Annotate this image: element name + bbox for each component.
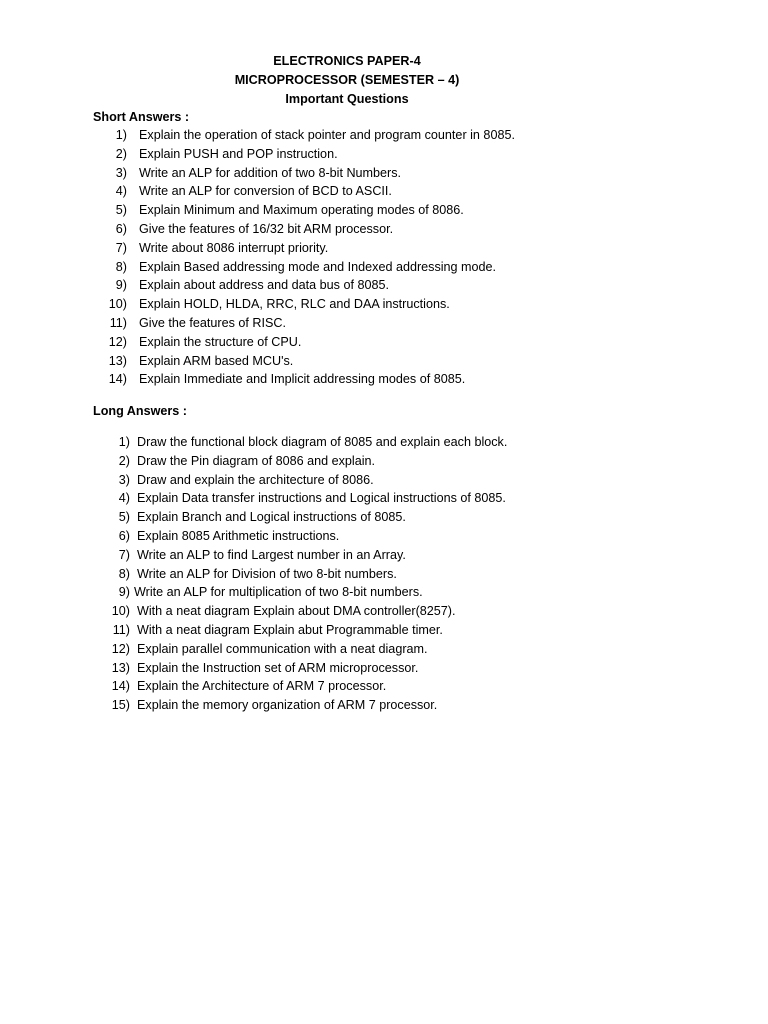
document-caption: Important Questions [285, 92, 409, 106]
item-text: Explain ARM based MCU's. [139, 353, 294, 368]
item-number: 6) [118, 528, 130, 543]
item-number: 7) [118, 547, 130, 562]
item-text: Explain Data transfer instructions and Logical instructions of 8085. [137, 491, 506, 506]
document-title: ELECTRONICS PAPER-4 [273, 54, 421, 68]
item-text: Explain PUSH and POP instruction. [139, 146, 338, 161]
item-text: Draw and explain the architecture of 8086. [137, 472, 374, 487]
item-number: 5) [118, 510, 130, 525]
item-number: 3) [118, 472, 130, 487]
long-answers-heading: Long Answers : [93, 404, 187, 418]
item-text: Explain Minimum and Maximum operating modes of 8086. [139, 203, 464, 218]
item-number: 4) [118, 491, 130, 506]
item-number: 7) [115, 240, 127, 255]
item-number: 12) [111, 641, 130, 656]
item-text: With a neat diagram Explain about DMA controller(8257). [137, 604, 456, 619]
item-text: Explain the Instruction set of ARM microprocessor. [137, 660, 419, 675]
item-text: Explain the structure of CPU. [139, 334, 302, 349]
item-number: 9) [118, 585, 130, 600]
item-text: Explain Based addressing mode and Indexed addressing mode. [139, 259, 497, 274]
item-number: 10) [111, 604, 130, 619]
item-number: 5) [115, 203, 127, 218]
item-text: Explain parallel communication with a neat diagram. [137, 641, 428, 656]
item-text: With a neat diagram Explain abut Programmable timer. [137, 622, 443, 637]
item-text: Explain 8085 Arithmetic instructions. [137, 528, 340, 543]
item-number: 2) [115, 146, 127, 161]
item-text: Draw the Pin diagram of 8086 and explain. [137, 453, 376, 468]
item-text: Write an ALP for conversion of BCD to ASCII. [139, 184, 392, 199]
item-text: Explain the operation of stack pointer and program counter in 8085. [139, 128, 515, 142]
item-number: 10) [108, 297, 127, 312]
short-answers-heading: Short Answers : [93, 110, 190, 124]
item-number: 13) [108, 353, 127, 368]
item-number: 8) [115, 259, 127, 274]
document-subtitle: MICROPROCESSOR (SEMESTER – 4) [234, 73, 460, 87]
item-text: Write an ALP for Division of two 8-bit numbers. [137, 566, 397, 581]
item-text: Explain the memory organization of ARM 7 processor. [137, 698, 438, 713]
item-text: Explain Branch and Logical instructions of 8085. [137, 510, 406, 525]
item-number: 1) [118, 435, 130, 449]
item-text: Give the features of 16/32 bit ARM processor. [139, 221, 394, 236]
item-number: 9) [115, 278, 127, 293]
item-number: 15) [111, 698, 130, 713]
item-number: 8) [118, 566, 130, 581]
item-text: Draw the functional block diagram of 8085 and explain each block. [137, 435, 508, 449]
item-text: Write an ALP for addition of two 8-bit Numbers. [139, 165, 402, 180]
item-text: Write an ALP to find Largest number in an Array. [137, 547, 406, 562]
item-number: 14) [108, 372, 127, 387]
item-number: 13) [111, 660, 130, 675]
item-number: 4) [115, 184, 127, 199]
item-number: 1) [115, 128, 127, 142]
item-number: 11) [112, 622, 130, 637]
item-number: 2) [118, 453, 130, 468]
item-number: 12) [108, 334, 127, 349]
item-text: Write about 8086 interrupt priority. [139, 240, 329, 255]
item-text: Explain Immediate and Implicit addressing modes of 8085. [139, 372, 466, 387]
item-number: 6) [115, 221, 127, 236]
item-number: 3) [115, 165, 127, 180]
item-text: Give the features of RISC. [139, 315, 286, 330]
item-number: 11) [109, 315, 127, 330]
item-text: Write an ALP for multiplication of two 8-bit numbers. [134, 585, 423, 600]
item-text: Explain the Architecture of ARM 7 processor. [137, 679, 387, 694]
item-number: 14) [111, 679, 130, 694]
item-text: Explain HOLD, HLDA, RRC, RLC and DAA instructions. [139, 297, 450, 312]
item-text: Explain about address and data bus of 8085. [139, 278, 389, 293]
